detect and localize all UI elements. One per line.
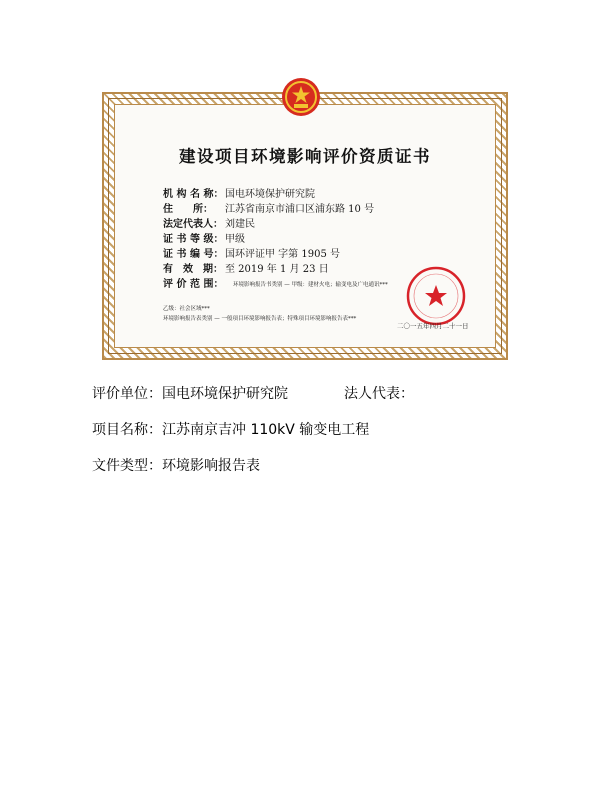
unit-label: 评价单位： [92,386,162,402]
field-label: 有 效 期： [163,264,223,275]
certificate-fields [163,187,374,292]
field-value: 国环评证甲 字第 1905 号 [225,249,340,260]
filetype-label: 文件类型： [92,458,162,474]
issue-date: 二〇一五年四月二十一日 [397,322,469,330]
field-row [163,247,374,262]
project-name-line [92,419,369,439]
field-value: 刘建民 [225,219,255,230]
official-seal-icon [405,265,467,327]
certificate-title: 建设项目环境影响评价资质证书 [179,147,431,166]
type-line-b: 环境影响报告表类别 — 一般项目环境影响报告表；特殊项目环境影响报告表*** [163,316,357,322]
field-label: 法定代表人： [163,219,223,230]
type-line-a: 乙级：社会区域*** [163,306,210,312]
field-row [163,187,374,202]
field-label: 证 书 编 号： [163,249,224,260]
field-value: 江苏省南京市浦口区浦东路 10 号 [225,204,375,215]
field-value: 至 2019 年 1 月 23 日 [225,264,329,275]
unit-value: 国电环境保护研究院 [162,386,288,402]
field-row [163,262,374,277]
certificate-frame [102,92,508,360]
file-type-line [92,455,260,475]
field-label: 证 书 等 级： [163,234,224,245]
field-label: 机 构 名 称： [163,189,224,200]
field-row [163,202,374,217]
field-row [163,217,374,232]
field-label: 住 所： [163,204,213,215]
field-value: 国电环境保护研究院 [225,189,315,200]
project-value: 江苏南京吉冲 110kV 输变电工程 [162,422,370,438]
rep-label: 法人代表： [344,386,414,402]
evaluation-unit-line [92,383,414,403]
national-emblem-icon [280,76,322,118]
field-row [163,232,374,247]
certificate-body [114,104,496,348]
project-label: 项目名称： [92,422,162,438]
field-value: 甲级 [225,234,245,245]
scope-line: 环境影响报告书类别 — 甲级：建材火电；输变电及广电通讯*** [233,282,388,288]
filetype-value: 环境影响报告表 [162,458,260,474]
field-label: 评 价 范 围： [163,279,224,290]
